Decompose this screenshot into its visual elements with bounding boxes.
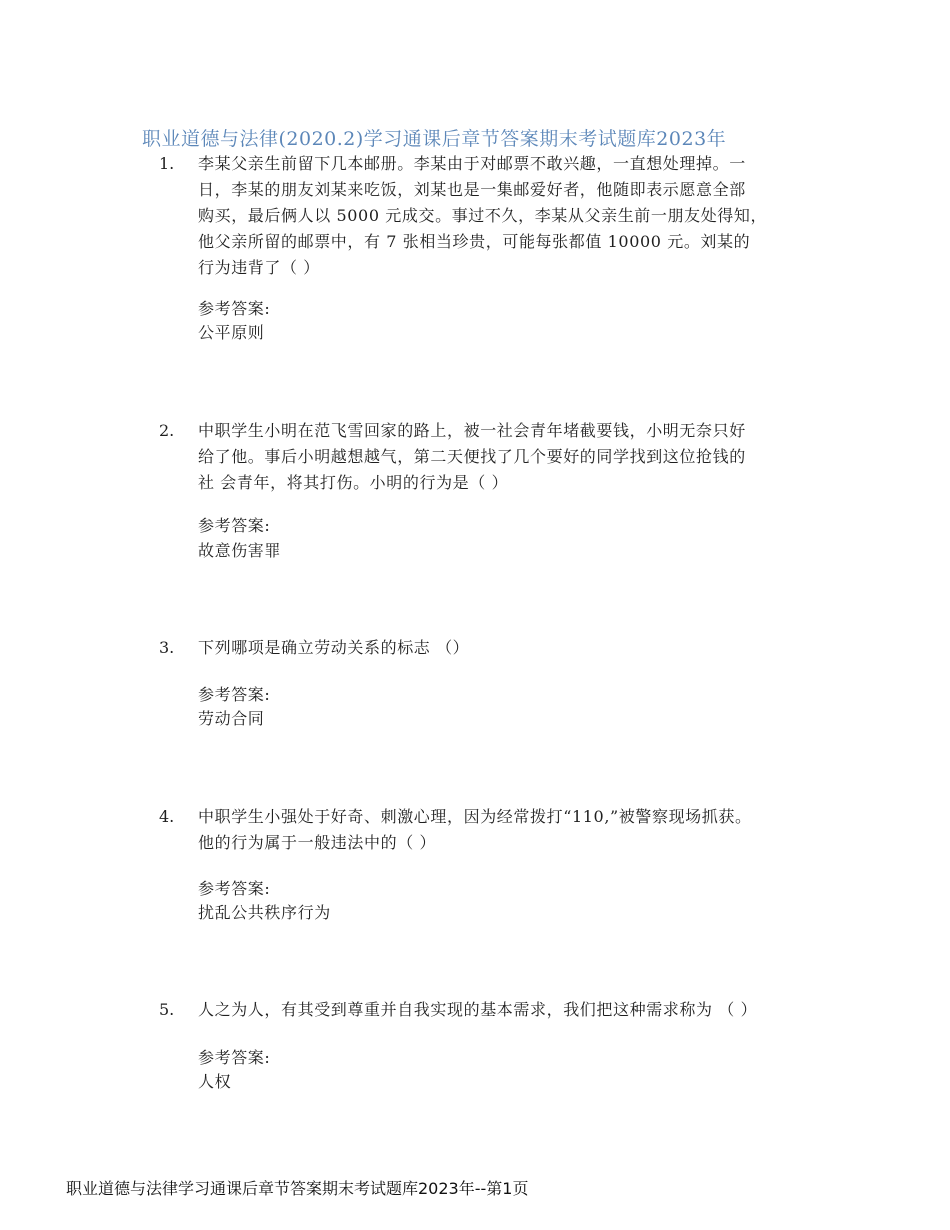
page-footer: 职业道德与法律学习通课后章节答案期末考试题库2023年--第1页 <box>66 1179 529 1198</box>
question-number: 1. <box>159 154 175 173</box>
page-title: 职业道德与法律(2020.2)学习通课后章节答案期末考试题库2023年 <box>142 128 727 150</box>
question-text: 李某父亲生前留下几本邮册。李某由于对邮票不敢兴趣，一直想处理掉。一 日，李某的朋友刘某来吃饭，刘某也是一集邮爱好者，他随即表示愿意全部 购买，最后俩人以 5000 元成交。事过不久，李某从父亲生前一朋友处得知， 他父亲所留的邮票中，有 7 张相当珍贵，可能每张都值 10000 元。刘某的 行为违背了（ ） <box>198 154 768 277</box>
answer-label: 参考答案: <box>198 1048 271 1067</box>
question-text: 人之为人，有其受到尊重并自我实现的基本需求，我们把这种需求称为 （ ） <box>198 1000 758 1019</box>
answer-label: 参考答案: <box>198 879 271 898</box>
answer-text: 扰乱公共秩序行为 <box>198 903 331 922</box>
question-text: 下列哪项是确立劳动关系的标志 （） <box>198 638 470 657</box>
answer-text: 公平原则 <box>198 323 265 342</box>
answer-label: 参考答案: <box>198 685 271 704</box>
question-text: 中职学生小明在范飞雪回家的路上，被一社会青年堵截要钱，小明无奈只好 给了他。事后小明越想越气，第二天便找了几个要好的同学找到这位抢钱的 社 会青年，将其打伤。小明的行为是（ ） <box>198 421 746 492</box>
answer-label: 参考答案: <box>198 299 271 318</box>
question-number: 2. <box>159 421 175 440</box>
question-number: 4. <box>159 807 175 826</box>
question-number: 5. <box>159 1000 175 1019</box>
answer-text: 劳动合同 <box>198 709 265 728</box>
question-number: 3. <box>159 638 175 657</box>
question-text: 中职学生小强处于好奇、刺激心理，因为经常拨打“110,”被警察现场抓获。 他的行为属于一般违法中的（ ） <box>198 807 752 852</box>
answer-text: 故意伤害罪 <box>198 541 282 560</box>
answer-label: 参考答案: <box>198 516 271 535</box>
answer-text: 人权 <box>198 1072 232 1091</box>
